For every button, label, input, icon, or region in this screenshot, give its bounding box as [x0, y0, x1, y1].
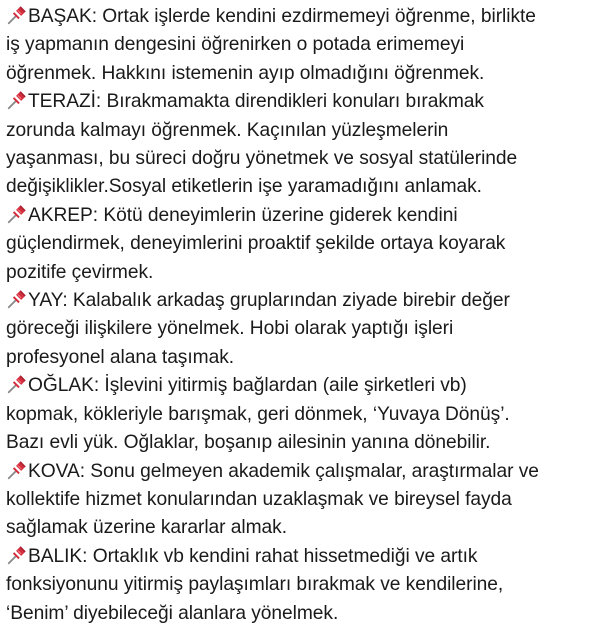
entry-akrep — [6, 202, 597, 287]
entry-line-text: zorunda kalmayı öğrenmek. Kaçınılan yüzleşmelerin — [6, 119, 449, 141]
entry-line — [6, 600, 597, 628]
pushpin-icon — [6, 4, 28, 26]
entry-line-text: kollektife hizmet konularından uzaklaşmak ve bireysel fayda — [6, 488, 512, 510]
entry-line — [6, 3, 597, 31]
entry-line — [6, 401, 597, 429]
entry-line-text: iş yapmanın dengesini öğrenirken o potada erimemeyi — [6, 34, 465, 56]
entry-line — [6, 344, 597, 372]
entry-line-text: AKREP: Kötü deneyimlerin üzerine giderek kendini — [28, 204, 458, 226]
entry-line — [6, 202, 597, 230]
entry-line-text: BALIK: Ortaklık vb kendini rahat hissetmediği ve artık — [28, 545, 478, 567]
entry-line — [6, 117, 597, 145]
pushpin-icon — [6, 544, 28, 566]
entry-line — [6, 372, 597, 400]
entry-line-text: sağlamak üzerine kararlar almak. — [6, 517, 287, 539]
pushpin-icon — [6, 459, 28, 481]
entry-line-text: ‘Benim’ diyebileceği alanlara yönelmek. — [6, 602, 339, 624]
entry-line — [6, 230, 597, 258]
entry-yay — [6, 287, 597, 372]
entry-line — [6, 315, 597, 343]
entry-line-text: değişiklikler.Sosyal etiketlerin işe yaramadığını anlamak. — [6, 176, 482, 198]
entry-line-text: kopmak, kökleriyle barışmak, geri dönmek, ‘Yuvaya Dönüş’. — [6, 403, 510, 425]
entry-line — [6, 543, 597, 571]
pushpin-icon — [6, 288, 28, 310]
entry-line-text: göreceği ilişkilere yönelmek. Hobi olarak yaptığı işleri — [6, 318, 454, 340]
entry-line-text: profesyonel alana taşımak. — [6, 346, 235, 368]
pushpin-icon — [6, 203, 28, 225]
entry-line — [6, 60, 597, 88]
entry-line-text: yaşanması, bu süreci doğru yönetmek ve sosyal statülerinde — [6, 148, 518, 170]
entry-oğlak — [6, 372, 597, 457]
entry-terazi̇ — [6, 88, 597, 202]
entry-line — [6, 31, 597, 59]
entry-balik — [6, 543, 597, 628]
entry-line-text: Bazı evli yük. Oğlaklar, boşanıp ailesinin yanına dönebilir. — [6, 432, 491, 454]
entry-line — [6, 287, 597, 315]
entry-line — [6, 259, 597, 287]
entry-line — [6, 486, 597, 514]
entry-line-text: pozitife çevirmek. — [6, 261, 154, 283]
entry-başak — [6, 3, 597, 88]
entry-line — [6, 88, 597, 116]
entry-line — [6, 429, 597, 457]
entry-line-text: YAY: Kalabalık arkadaş gruplarından ziyade birebir değer — [28, 290, 510, 312]
entry-kova — [6, 458, 597, 543]
entry-line-text: öğrenmek. Hakkını istemenin ayıp olmadığını öğrenmek. — [6, 62, 485, 84]
entry-line-text: KOVA: Sonu gelmeyen akademik çalışmalar, araştırmalar ve — [28, 460, 539, 482]
entry-line — [6, 458, 597, 486]
entries-list — [6, 3, 597, 628]
entry-line — [6, 571, 597, 599]
entry-line — [6, 514, 597, 542]
pushpin-icon — [6, 373, 28, 395]
entry-line — [6, 173, 597, 201]
pushpin-icon — [6, 89, 28, 111]
entry-line-text: OĞLAK: İşlevini yitirmiş bağlardan (aile şirketleri vb) — [28, 375, 467, 397]
entry-line-text: BAŞAK: Ortak işlerde kendini ezdirmemeyi öğrenme, birlikte — [28, 6, 536, 27]
entry-line-text: güçlendirmek, deneyimlerini proaktif şekilde ortaya koyarak — [6, 233, 506, 255]
entry-line-text: fonksiyonunu yitirmiş paylaşımları bırakmak ve kendilerine, — [6, 574, 504, 596]
entry-line — [6, 145, 597, 173]
entry-line-text: TERAZİ: Bırakmamakta direndikleri konuları bırakmak — [28, 91, 484, 113]
